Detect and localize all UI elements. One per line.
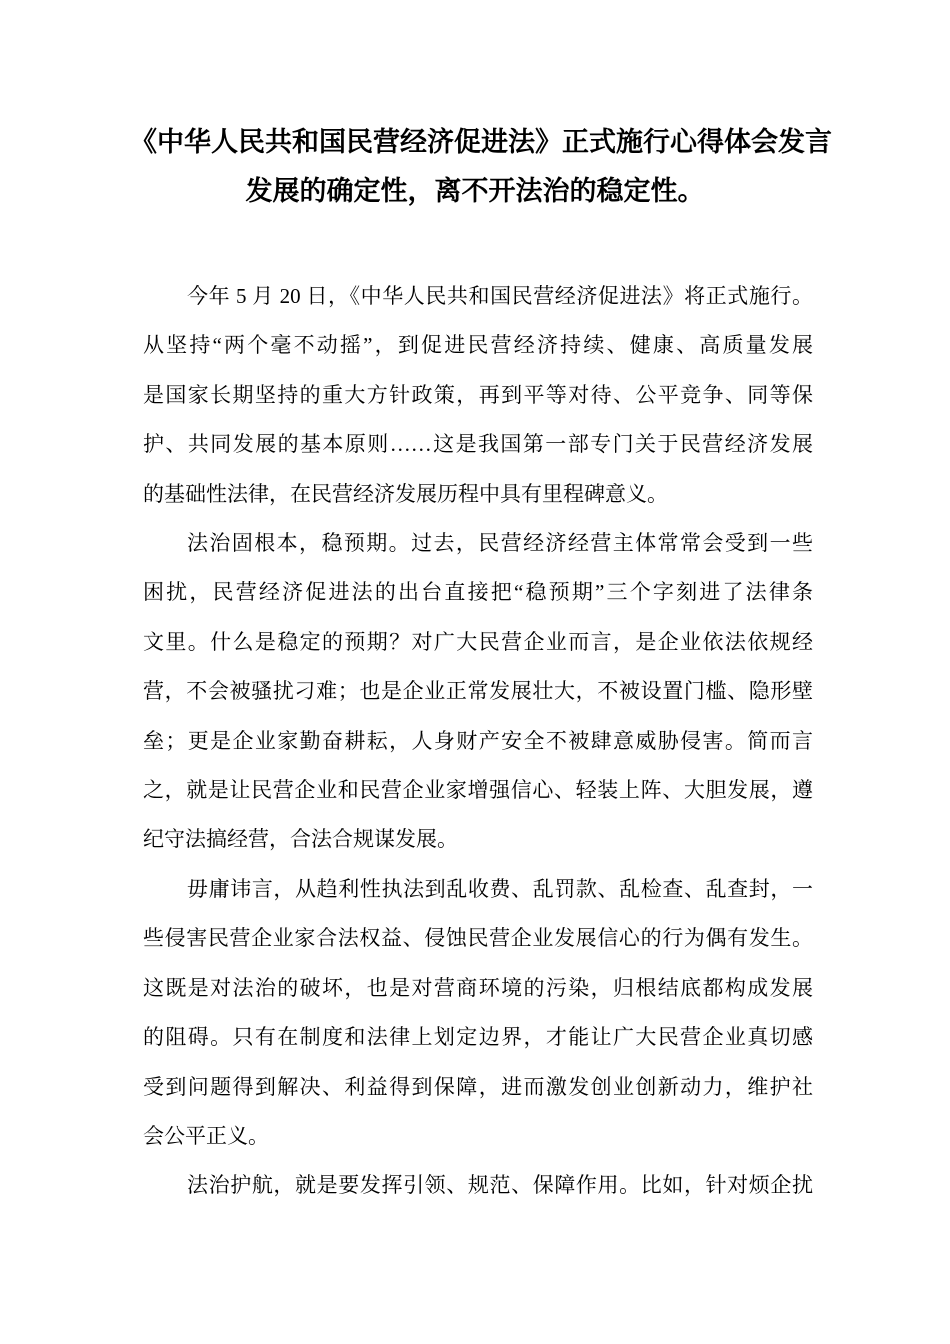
paragraph-2-line-2: 困扰，民营经济促进法的出台直接把“稳预期”三个字刻进了法律条 <box>143 580 813 605</box>
paragraph-2-line-4: 营，不会被骚扰刁难；也是企业正常发展壮大，不被设置门槛、隐形壁 <box>143 679 813 704</box>
paragraph-2-line-5: 垒；更是企业家勤奋耕耘，人身财产安全不被肆意威胁侵害。简而言 <box>143 728 813 753</box>
paragraph-3-line-4: 的阻碍。只有在制度和法律上划定边界，才能让广大民营企业真切感 <box>143 1025 813 1050</box>
paragraph-3-line-1: 毋庸讳言，从趋利性执法到乱收费、乱罚款、乱检查、乱查封，一 <box>187 876 813 901</box>
document-title-line-2: 发展的确定性，离不开法治的稳定性。 <box>245 176 705 206</box>
paragraph-4-line-1: 法治护航，就是要发挥引领、规范、保障作用。比如，针对烦企扰 <box>187 1173 813 1198</box>
document-title <box>130 118 832 216</box>
paragraph-1-line-5: 的基础性法律，在民营经济发展历程中具有里程碑意义。 <box>143 481 668 506</box>
paragraph-3-line-2: 些侵害民营企业家合法权益、侵蚀民营企业发展信心的行为偶有发生。 <box>143 926 813 951</box>
paragraph-2-line-3: 文里。什么是稳定的预期？对广大民营企业而言，是企业依法依规经 <box>143 629 813 654</box>
paragraph-2-line-6: 之，就是让民营企业和民营企业家增强信心、轻装上阵、大胆发展，遵 <box>143 778 813 803</box>
paragraph-2-line-1: 法治固根本，稳预期。过去，民营经济经营主体常常会受到一些 <box>187 531 813 556</box>
document-title-line-1: 《中华人民共和国民营经济促进法》正式施行心得体会发言 <box>130 127 832 157</box>
paragraph-1-line-3: 是国家长期坚持的重大方针政策，再到平等对待、公平竞争、同等保 <box>143 382 813 407</box>
paragraph-1-line-2: 从坚持“两个毫不动摇”，到促进民营经济持续、健康、高质量发展 <box>143 333 813 358</box>
paragraph-1-line-4: 护、共同发展的基本原则……这是我国第一部专门关于民营经济发展 <box>143 432 813 457</box>
document-body <box>143 272 813 1211</box>
paragraph-3-line-5: 受到问题得到解决、利益得到保障，进而激发创业创新动力，维护社 <box>143 1074 813 1099</box>
paragraph-3-line-3: 这既是对法治的破坏，也是对营商环境的污染，归根结底都构成发展 <box>143 975 813 1000</box>
paragraph-3-line-6: 会公平正义。 <box>143 1123 269 1148</box>
paragraph-2-line-7: 纪守法搞经营，合法合规谋发展。 <box>143 827 458 852</box>
paragraph-1-line-1: 今年 5 月 20 日，《中华人民共和国民营经济促进法》将正式施行。 <box>187 284 813 308</box>
